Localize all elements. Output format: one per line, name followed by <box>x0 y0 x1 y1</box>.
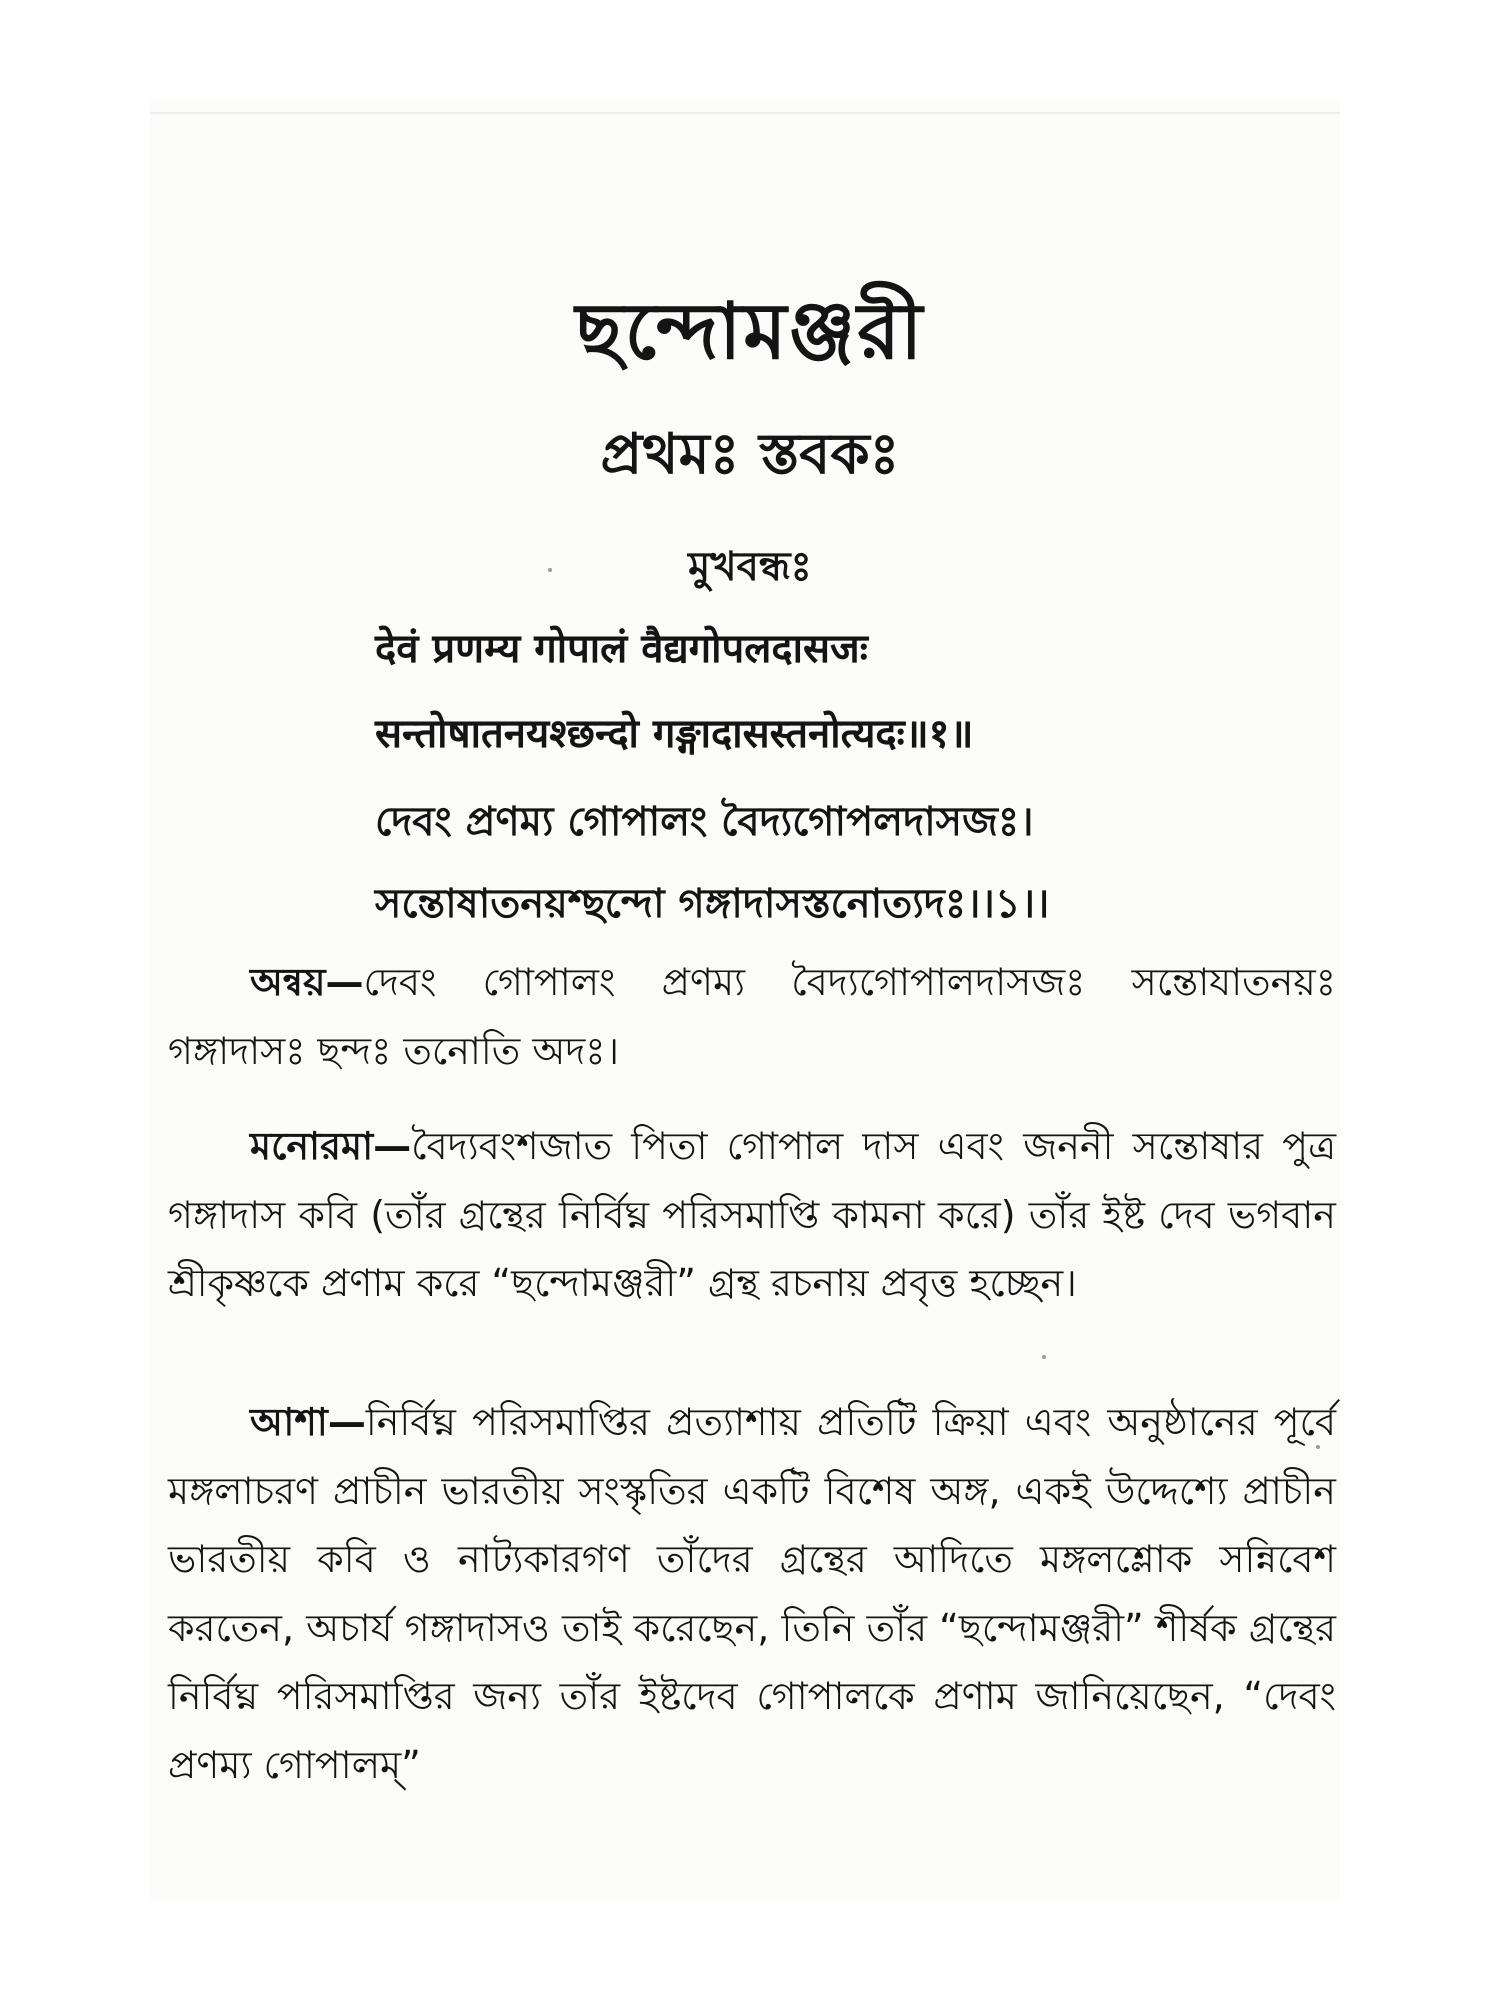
anvaya-paragraph <box>168 948 1336 1085</box>
verse-bengali-line-2: সন্তোষাতনয়শ্ছন্দো গঙ্গাদাসস্তনোত্যদঃ।।১।। <box>375 881 1050 927</box>
scan-edge-line <box>150 112 1340 114</box>
manorama-label: মনোরমা— <box>250 1124 412 1168</box>
book-title: ছন্দোমঞ্জরী <box>575 287 925 377</box>
scan-speck <box>1316 1445 1320 1449</box>
asha-paragraph <box>168 1388 1336 1799</box>
scan-speck <box>548 568 552 572</box>
verse-bengali-line-1: দেবং প্রণম্য গোপালং বৈদ্যগোপলদাসজঃ। <box>375 799 1034 845</box>
manorama-text: বৈদ্যবংশজাত পিতা গোপাল দাস এবং জননী সন্তোষার পুত্র গঙ্গাদাস কবি (তাঁর গ্রন্থের নির্বিঘ্ন পরিসমাপ্তি কামনা করে) তাঁর ইষ্ট দেব ভগবান শ্রীকৃষ্ণকে প্রণাম করে “ছন্দোমঞ্জরী” গ্রন্থ রচনায় প্রবৃত্ত হচ্ছেন। <box>168 1124 1336 1305</box>
anvaya-text: দেবং গোপালং প্রণম্য বৈদ্যগোপালদাসজঃ সন্তোযাতনয়ঃ গঙ্গাদাসঃ ছন্দঃ তনোতি অদঃ। <box>168 960 1336 1073</box>
chapter-heading: প্রথমঃ স্তবকঃ <box>600 422 900 487</box>
asha-text: নির্বিঘ্ন পরিসমাপ্তির প্রত্যাশায় প্রতিটি ক্রিয়া এবং অনুষ্ঠানের পূর্বে মঙ্গলাচরণ প্রাচীন ভারতীয় সংস্কৃতির একটি বিশেষ অঙ্গ, একই উদ্দেশ্যে প্রাচীন ভারতীয় কবি ও নাট্যকারগণ তাঁদের গ্রন্থের আদিতে মঙ্গলশ্লোক সন্নিবেশ করতেন, অচার্য গঙ্গাদাসও তাই করেছেন, তিনি তাঁর “ছন্দোমঞ্জরী” শীর্ষক গ্রন্থের নির্বিঘ্ন পরিসমাপ্তির জন্য তাঁর ইষ্টদেব গোপালকে প্রণাম জানিয়েছেন, “দেবং প্রণম্য গোপালম্” <box>168 1400 1336 1787</box>
manorama-paragraph <box>168 1112 1336 1318</box>
scan-speck <box>1042 1355 1046 1359</box>
verse-devanagari-line-2: सन्तोषातनयश्छन्दो गङ्गादासस्तनोत्यदः॥१॥ <box>375 711 974 757</box>
anvaya-label: অন্বয়— <box>250 960 364 1004</box>
verse-devanagari-line-1: देवं प्रणम्य गोपालं वैद्यगोपलदासजः <box>375 626 868 672</box>
asha-label: আশা— <box>250 1400 366 1444</box>
preface-heading: মুখবন্ধঃ <box>688 544 812 590</box>
